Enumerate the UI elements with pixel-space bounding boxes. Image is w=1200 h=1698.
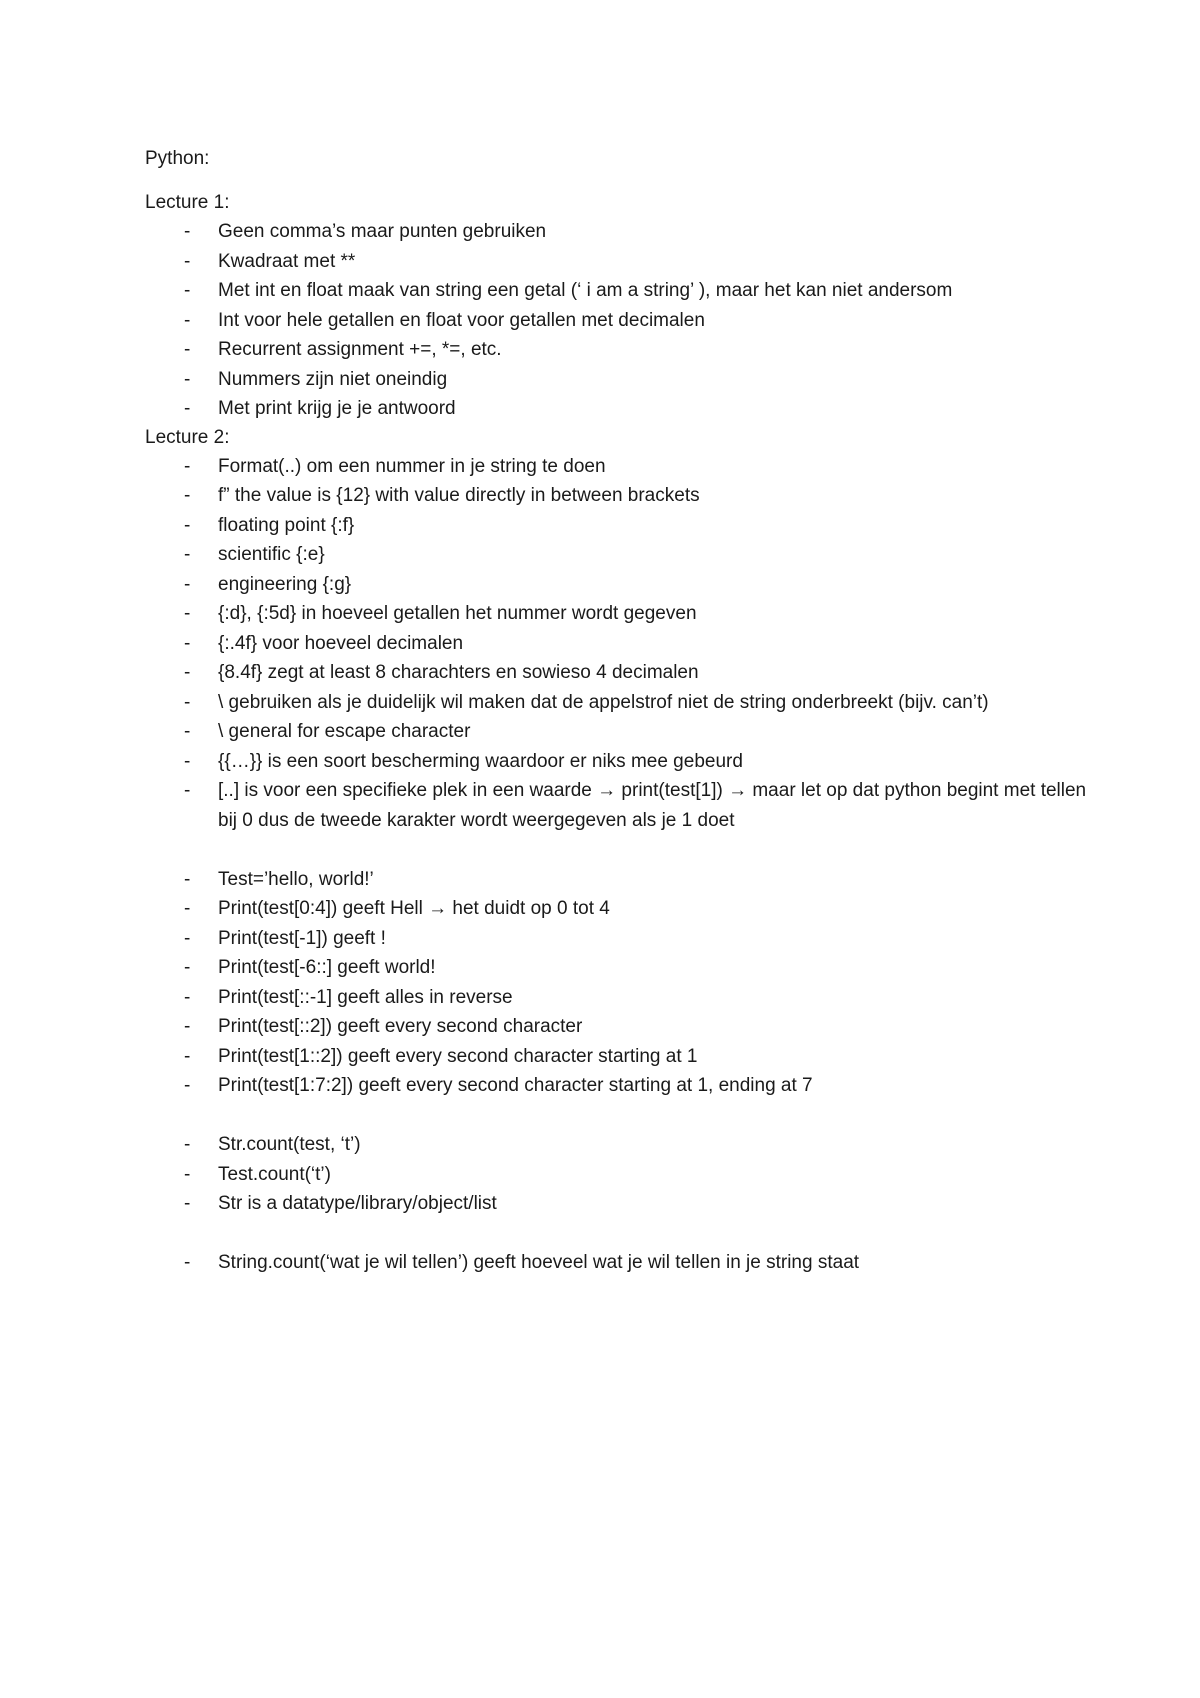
bullet-dash: -	[184, 632, 191, 654]
bullet-dash: -	[184, 221, 191, 242]
bullet-dash: -	[184, 514, 191, 536]
lecture-2-heading: Lecture 2:	[145, 426, 230, 448]
list-item: - Met int en float maak van string een getal (‘ i am a string’ ), maar het kan niet andersom	[145, 276, 1105, 306]
list-item: - scientific {:e}	[145, 540, 1105, 570]
list-item: - Recurrent assignment +=, *=, etc.	[145, 335, 1105, 365]
blank-line	[145, 1219, 1105, 1249]
list-item: - Print(test[1::2]) geeft every second character starting at 1	[145, 1042, 1105, 1072]
bullet-dash: -	[184, 339, 191, 360]
bullet-dash: -	[184, 309, 191, 331]
bullet-dash: -	[184, 898, 191, 919]
bullet-dash: -	[184, 1045, 191, 1067]
list-item: - \ general for escape character	[145, 717, 1105, 747]
list-item: - Print(test[::2]) geeft every second character	[145, 1012, 1105, 1042]
bullet-dash: -	[184, 544, 191, 565]
list-item: - Str.count(test, ‘t’)	[145, 1130, 1105, 1160]
document-title: Python:	[145, 148, 210, 169]
list-item: - Met print krijg je je antwoord	[145, 394, 1105, 424]
list-item: - \ gebruiken als je duidelijk wil maken dat de appelstrof niet de string onderbreekt (bijv. can’t)	[145, 688, 1105, 718]
list-item: - Int voor hele getallen en float voor getallen met decimalen	[145, 306, 1105, 336]
bullet-dash: -	[184, 455, 191, 477]
bullet-dash: -	[184, 1134, 191, 1155]
bullet-dash: -	[184, 986, 191, 1008]
list-item: - String.count(‘wat je wil tellen’) geeft hoeveel wat je wil tellen in je string staat	[145, 1248, 1105, 1278]
list-item: - Print(test[-1]) geeft !	[145, 924, 1105, 954]
bullet-dash: -	[184, 927, 191, 949]
bullet-dash: -	[184, 1075, 191, 1096]
list-item: - {{…}} is een soort bescherming waardoor er niks mee gebeurd	[145, 747, 1105, 777]
bullet-dash: -	[184, 368, 191, 390]
lecture-2-list-count	[145, 1130, 1105, 1219]
bullet-dash: -	[184, 485, 191, 506]
list-item: - f” the value is {12} with value directly in between brackets	[145, 481, 1105, 511]
list-item: - {8.4f} zegt at least 8 charachters en sowieso 4 decimalen	[145, 658, 1105, 688]
blank-line	[145, 835, 1105, 865]
list-item: - [..] is voor een specifieke plek in een waarde → print(test[1]) → maar let op dat python begint met tellen bij 0 dus de tweede karakter wordt weergegeven als je 1 doet	[145, 776, 1105, 835]
bullet-dash: -	[184, 398, 191, 419]
lecture-1-list	[145, 217, 1105, 424]
bullet-dash: -	[184, 1252, 191, 1273]
list-item: - floating point {:f}	[145, 511, 1105, 541]
list-item: - {:.4f} voor hoeveel decimalen	[145, 629, 1105, 659]
bullet-dash: -	[184, 573, 191, 595]
blank-line	[145, 1101, 1105, 1131]
lecture-2-list-format	[145, 452, 1105, 511]
list-item: - Geen comma’s maar punten gebruiken	[145, 217, 1105, 247]
bullet-dash: -	[184, 780, 191, 801]
list-item: - Print(test[0:4]) geeft Hell → het duidt op 0 tot 4	[145, 894, 1105, 924]
bullet-dash: -	[184, 250, 191, 272]
list-item: - Kwadraat met **	[145, 247, 1105, 277]
bullet-dash: -	[184, 280, 191, 301]
bullet-dash: -	[184, 721, 191, 742]
list-item: - Test.count(‘t’)	[145, 1160, 1105, 1190]
list-item: - Print(test[-6::] geeft world!	[145, 953, 1105, 983]
list-item: - engineering {:g}	[145, 570, 1105, 600]
bullet-dash: -	[184, 662, 191, 683]
list-item: - Format(..) om een nummer in je string te doen	[145, 452, 1105, 482]
list-item: - Test=’hello, world!’	[145, 865, 1105, 895]
list-item: - Print(test[::-1] geeft alles in reverse	[145, 983, 1105, 1013]
list-item: - {:d}, {:5d} in hoeveel getallen het nummer wordt gegeven	[145, 599, 1105, 629]
lecture-2-list-string-count	[145, 1248, 1105, 1278]
list-item: - Print(test[1:7:2]) geeft every second character starting at 1, ending at 7	[145, 1071, 1105, 1101]
bullet-dash: -	[184, 1163, 191, 1185]
lecture-2-list-specifiers	[145, 511, 1105, 836]
document-page	[145, 145, 1105, 1278]
bullet-dash: -	[184, 1193, 191, 1214]
bullet-dash: -	[184, 957, 191, 978]
bullet-dash: -	[184, 603, 191, 624]
lecture-2-list-slicing	[145, 865, 1105, 1101]
list-item: - Str is a datatype/library/object/list	[145, 1189, 1105, 1219]
bullet-dash: -	[184, 750, 191, 772]
list-item: - Nummers zijn niet oneindig	[145, 365, 1105, 395]
bullet-dash: -	[184, 1016, 191, 1037]
lecture-1-heading: Lecture 1:	[145, 192, 230, 213]
bullet-dash: -	[184, 868, 191, 890]
bullet-dash: -	[184, 691, 191, 713]
